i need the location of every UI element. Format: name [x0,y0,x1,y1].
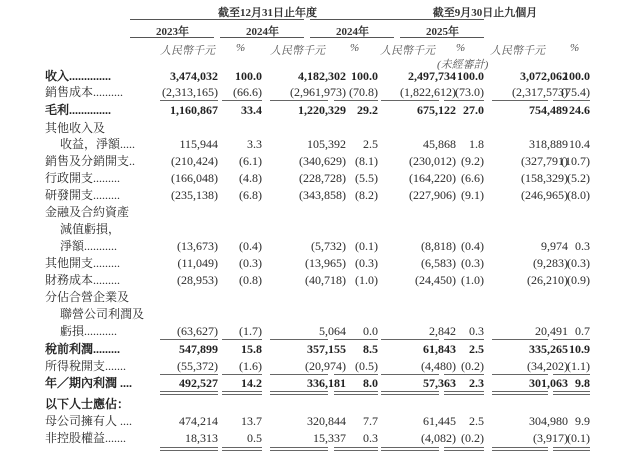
amount-cell: (210,424) [171,154,218,168]
table-row [0,187,640,204]
underline [270,100,328,101]
amount-cell: (1,822,612) [400,85,456,99]
percent-cell: 2.5 [469,342,484,356]
amount-cell: 675,122 [417,103,456,117]
double-underline [492,447,548,451]
underline [553,374,590,375]
underline [222,100,262,101]
year-2024: 2024年 [246,26,279,38]
percent-cell: 24.6 [569,103,590,117]
amount-cell: (230,012) [409,154,456,168]
amount-cell: 1,160,867 [170,103,218,117]
percent-cell: (0.3) [567,256,590,270]
double-underline [334,391,378,395]
amount-cell: 15,337 [313,431,346,445]
row-label: 財務成本......... [45,273,121,287]
amount-cell: (6,583) [421,256,456,270]
percent-cell: 0.3 [363,431,378,445]
year-2025-9m: 2025年 [426,26,459,38]
row-label: 淨額........... [60,239,118,253]
amount-cell: (227,906) [409,188,456,202]
table-row [0,430,640,447]
percent-cell: 2.3 [469,376,484,390]
percent-cell: (0.3) [461,256,484,270]
double-underline [270,391,328,395]
double-underline [334,447,378,451]
percent-cell: (0.9) [567,273,590,287]
amount-cell: 357,155 [307,342,346,356]
amount-cell: (55,372) [177,359,218,373]
unit-rmb-1: 人民幣千元 [160,45,215,57]
underline [270,339,328,340]
unit-rmb-4: 人民幣千元 [490,45,545,57]
percent-cell: 9.9 [575,414,590,428]
underline [553,339,590,340]
percent-cell: (0.3) [355,256,378,270]
unit-pct-4: % [570,42,580,54]
percent-cell: (75.4) [561,85,590,99]
underline [444,339,484,340]
percent-cell: 15.8 [241,342,262,356]
unit-rmb-3: 人民幣千元 [380,45,435,57]
percent-cell: (0.1) [355,239,378,253]
underline [270,374,328,375]
percent-cell: 0.0 [363,324,378,338]
year-rule-2 [220,37,304,38]
double-underline [381,391,439,395]
double-underline [222,447,262,451]
percent-cell: 100.0 [457,69,484,83]
amount-cell: (235,138) [171,188,218,202]
percent-cell: (1.1) [567,359,590,373]
percent-cell: (6.1) [239,154,262,168]
percent-cell: (9.1) [461,188,484,202]
underline [334,100,378,101]
amount-cell: 2,842 [429,324,456,338]
table-row [0,323,640,340]
underline [381,339,439,340]
table-row [0,102,640,119]
amount-cell: (4,480) [421,359,456,373]
percent-cell: 29.2 [357,103,378,117]
underline [553,100,590,101]
underline [222,339,262,340]
amount-cell: 57,363 [423,376,456,390]
percent-cell: (1.6) [239,359,262,373]
underline [334,339,378,340]
percent-cell: (6.8) [239,188,262,202]
percent-cell: (0.8) [239,273,262,287]
amount-cell: (166,048) [171,171,218,185]
year-rule-3 [310,37,394,38]
percent-cell: (9.2) [461,154,484,168]
double-underline [160,447,218,451]
percent-cell: 100.0 [563,69,590,83]
row-label: 金融及合約資產 [45,205,130,219]
row-label: 年／期內利潤 .... [45,376,133,390]
underline [492,374,548,375]
table-row [0,341,640,358]
amount-cell: 336,181 [307,376,346,390]
table-row [0,153,640,170]
percent-cell: 0.3 [575,239,590,253]
percent-cell: 9.8 [575,376,590,390]
amount-cell: 4,182,302 [298,69,346,83]
underline [492,339,548,340]
amount-cell: (13,965) [305,256,346,270]
row-label: 銷售成本.......... [45,85,124,99]
amount-cell: 318,889 [529,137,568,151]
percent-cell: (1.0) [461,273,484,287]
table-row [0,221,640,238]
percent-cell: 0.7 [575,324,590,338]
row-label: 所得稅開支....... [45,359,127,373]
amount-cell: (5,732) [311,239,346,253]
table-row [0,375,640,392]
amount-cell: 61,445 [423,414,456,428]
amount-cell: 3,474,032 [170,69,218,83]
percent-cell: (0.4) [461,239,484,253]
table-row [0,120,640,137]
amount-cell: 547,899 [179,342,218,356]
table-row [0,170,640,187]
amount-cell: (158,329) [521,171,568,185]
amount-cell: 2,497,734 [408,69,456,83]
amount-cell: (3,917) [533,431,568,445]
percent-cell: (0.1) [567,431,590,445]
amount-cell: 45,868 [423,137,456,151]
percent-cell: (5.2) [567,171,590,185]
percent-cell: (1.7) [239,324,262,338]
underline [334,374,378,375]
unit-pct-1: % [236,42,246,54]
amount-cell: (340,629) [299,154,346,168]
double-underline [270,447,328,451]
row-label: 母公司擁有人 .... [45,414,133,428]
period-header-nine-months: 截至9月30日止九個月 [432,7,538,19]
amount-cell: 320,844 [307,414,346,428]
underline [444,100,484,101]
amount-cell: 61,843 [423,342,456,356]
amount-cell: (20,974) [305,359,346,373]
amount-cell: (4,082) [421,431,456,445]
percent-cell: (66.6) [233,85,262,99]
percent-cell: (8.1) [355,154,378,168]
amount-cell: (28,953) [177,273,218,287]
table-row [0,396,640,413]
percent-cell: 13.7 [241,414,262,428]
row-label: 稅前利潤......... [45,342,121,356]
percent-cell: 2.5 [469,414,484,428]
amount-cell: (63,627) [177,324,218,338]
table-row [0,272,640,289]
underline [444,374,484,375]
amount-cell: (343,858) [299,188,346,202]
header-rule-nine-months [310,19,484,20]
amount-cell: (26,210) [527,273,568,287]
table-row [0,306,640,323]
year-2023: 2023年 [156,26,189,38]
percent-cell: (0.4) [239,239,262,253]
percent-cell: (8.2) [355,188,378,202]
amount-cell: 9,974 [541,239,568,253]
underline [381,374,439,375]
amount-cell: (24,450) [415,273,456,287]
unit-pct-3: % [456,42,466,54]
amount-cell: 492,527 [179,376,218,390]
amount-cell: (327,791) [521,154,568,168]
table-row [0,204,640,221]
amount-cell: (34,202) [527,359,568,373]
row-label: 行政開支......... [45,171,121,185]
year-rule-1 [130,37,214,38]
underline [222,374,262,375]
percent-cell: 10.4 [569,137,590,151]
amount-cell: 335,265 [529,342,568,356]
row-label: 以下人士應佔： [45,397,130,411]
amount-cell: (8,818) [421,239,456,253]
underline [492,100,548,101]
table-row [0,358,640,375]
amount-cell: (2,961,973) [290,85,346,99]
percent-cell: (0.3) [239,256,262,270]
amount-cell: 5,064 [319,324,346,338]
percent-cell: 14.2 [241,376,262,390]
row-label: 聯營公司利潤及 [60,307,145,321]
percent-cell: 100.0 [351,69,378,83]
row-label: 毛利.............. [45,103,112,117]
row-label: 收益，淨額..... [60,137,136,151]
percent-cell: 3.3 [247,137,262,151]
header-rule-annual [130,19,304,20]
amount-cell: 115,944 [179,137,218,151]
double-underline [444,447,484,451]
amount-cell: 304,980 [529,414,568,428]
percent-cell: 0.3 [469,324,484,338]
amount-cell: (11,049) [177,256,218,270]
percent-cell: 27.0 [463,103,484,117]
table-row [0,255,640,272]
percent-cell: 0.5 [247,431,262,445]
table-row [0,289,640,306]
amount-cell: 754,489 [529,103,568,117]
percent-cell: (8.0) [567,188,590,202]
percent-cell: (4.8) [239,171,262,185]
amount-cell: (2,313,165) [162,85,218,99]
row-label: 其他開支......... [45,256,121,270]
double-underline [222,391,262,395]
amount-cell: (9,283) [533,256,568,270]
table-row [0,68,640,85]
underline [160,374,218,375]
row-label: 研發開支......... [45,188,121,202]
amount-cell: (228,728) [299,171,346,185]
percent-cell: (0.5) [355,359,378,373]
row-label: 非控股權益....... [45,431,127,445]
amount-cell: 18,313 [185,431,218,445]
percent-cell: 100.0 [235,69,262,83]
percent-cell: 7.7 [363,414,378,428]
percent-cell: (1.0) [355,273,378,287]
double-underline [160,391,218,395]
year-rule-4 [400,37,484,38]
percent-cell: 8.0 [363,376,378,390]
unit-pct-2: % [350,42,360,54]
percent-cell: 8.5 [363,342,378,356]
amount-cell: (2,317,573) [512,85,568,99]
table-row [0,238,640,255]
double-underline [381,447,439,451]
amount-cell: (40,718) [305,273,346,287]
row-label: 虧損........... [60,324,118,338]
amount-cell: (164,220) [409,171,456,185]
table-row [0,413,640,430]
amount-cell: 474,214 [179,414,218,428]
percent-cell: (6.6) [461,171,484,185]
row-label: 減值虧損， [60,222,121,236]
amount-cell: (246,965) [521,188,568,202]
percent-cell: 1.8 [469,137,484,151]
row-label: 其他收入及 [45,121,106,135]
amount-cell: 3,072,062 [520,69,568,83]
year-2024-9m: 2024年 [336,26,369,38]
percent-cell: 2.5 [363,137,378,151]
percent-cell: (0.2) [461,359,484,373]
row-label: 收入.............. [45,69,112,83]
percent-cell: (73.0) [455,85,484,99]
percent-cell: (5.5) [355,171,378,185]
amount-cell: 105,392 [307,137,346,151]
amount-cell: 20,491 [535,324,568,338]
period-header-annual: 截至12月31日止年度 [218,7,317,19]
amount-cell: 301,063 [529,376,568,390]
underline [381,100,439,101]
percent-cell: 33.4 [241,103,262,117]
percent-cell: (0.2) [461,431,484,445]
percent-cell: (10.7) [561,154,590,168]
underline [160,339,218,340]
table-row [0,136,640,153]
unit-rmb-2: 人民幣千元 [270,45,325,57]
percent-cell: 10.9 [569,342,590,356]
double-underline [553,447,590,451]
percent-cell: (70.8) [349,85,378,99]
double-underline [492,391,548,395]
table-row [0,84,640,101]
double-underline [444,391,484,395]
row-label: 銷售及分銷開支.. [45,154,136,168]
amount-cell: (13,673) [177,239,218,253]
underline [160,100,218,101]
double-underline [553,391,590,395]
amount-cell: 1,220,329 [298,103,346,117]
unaudited-note: (未經審計) [437,59,489,71]
row-label: 分佔合營企業及 [45,290,130,304]
